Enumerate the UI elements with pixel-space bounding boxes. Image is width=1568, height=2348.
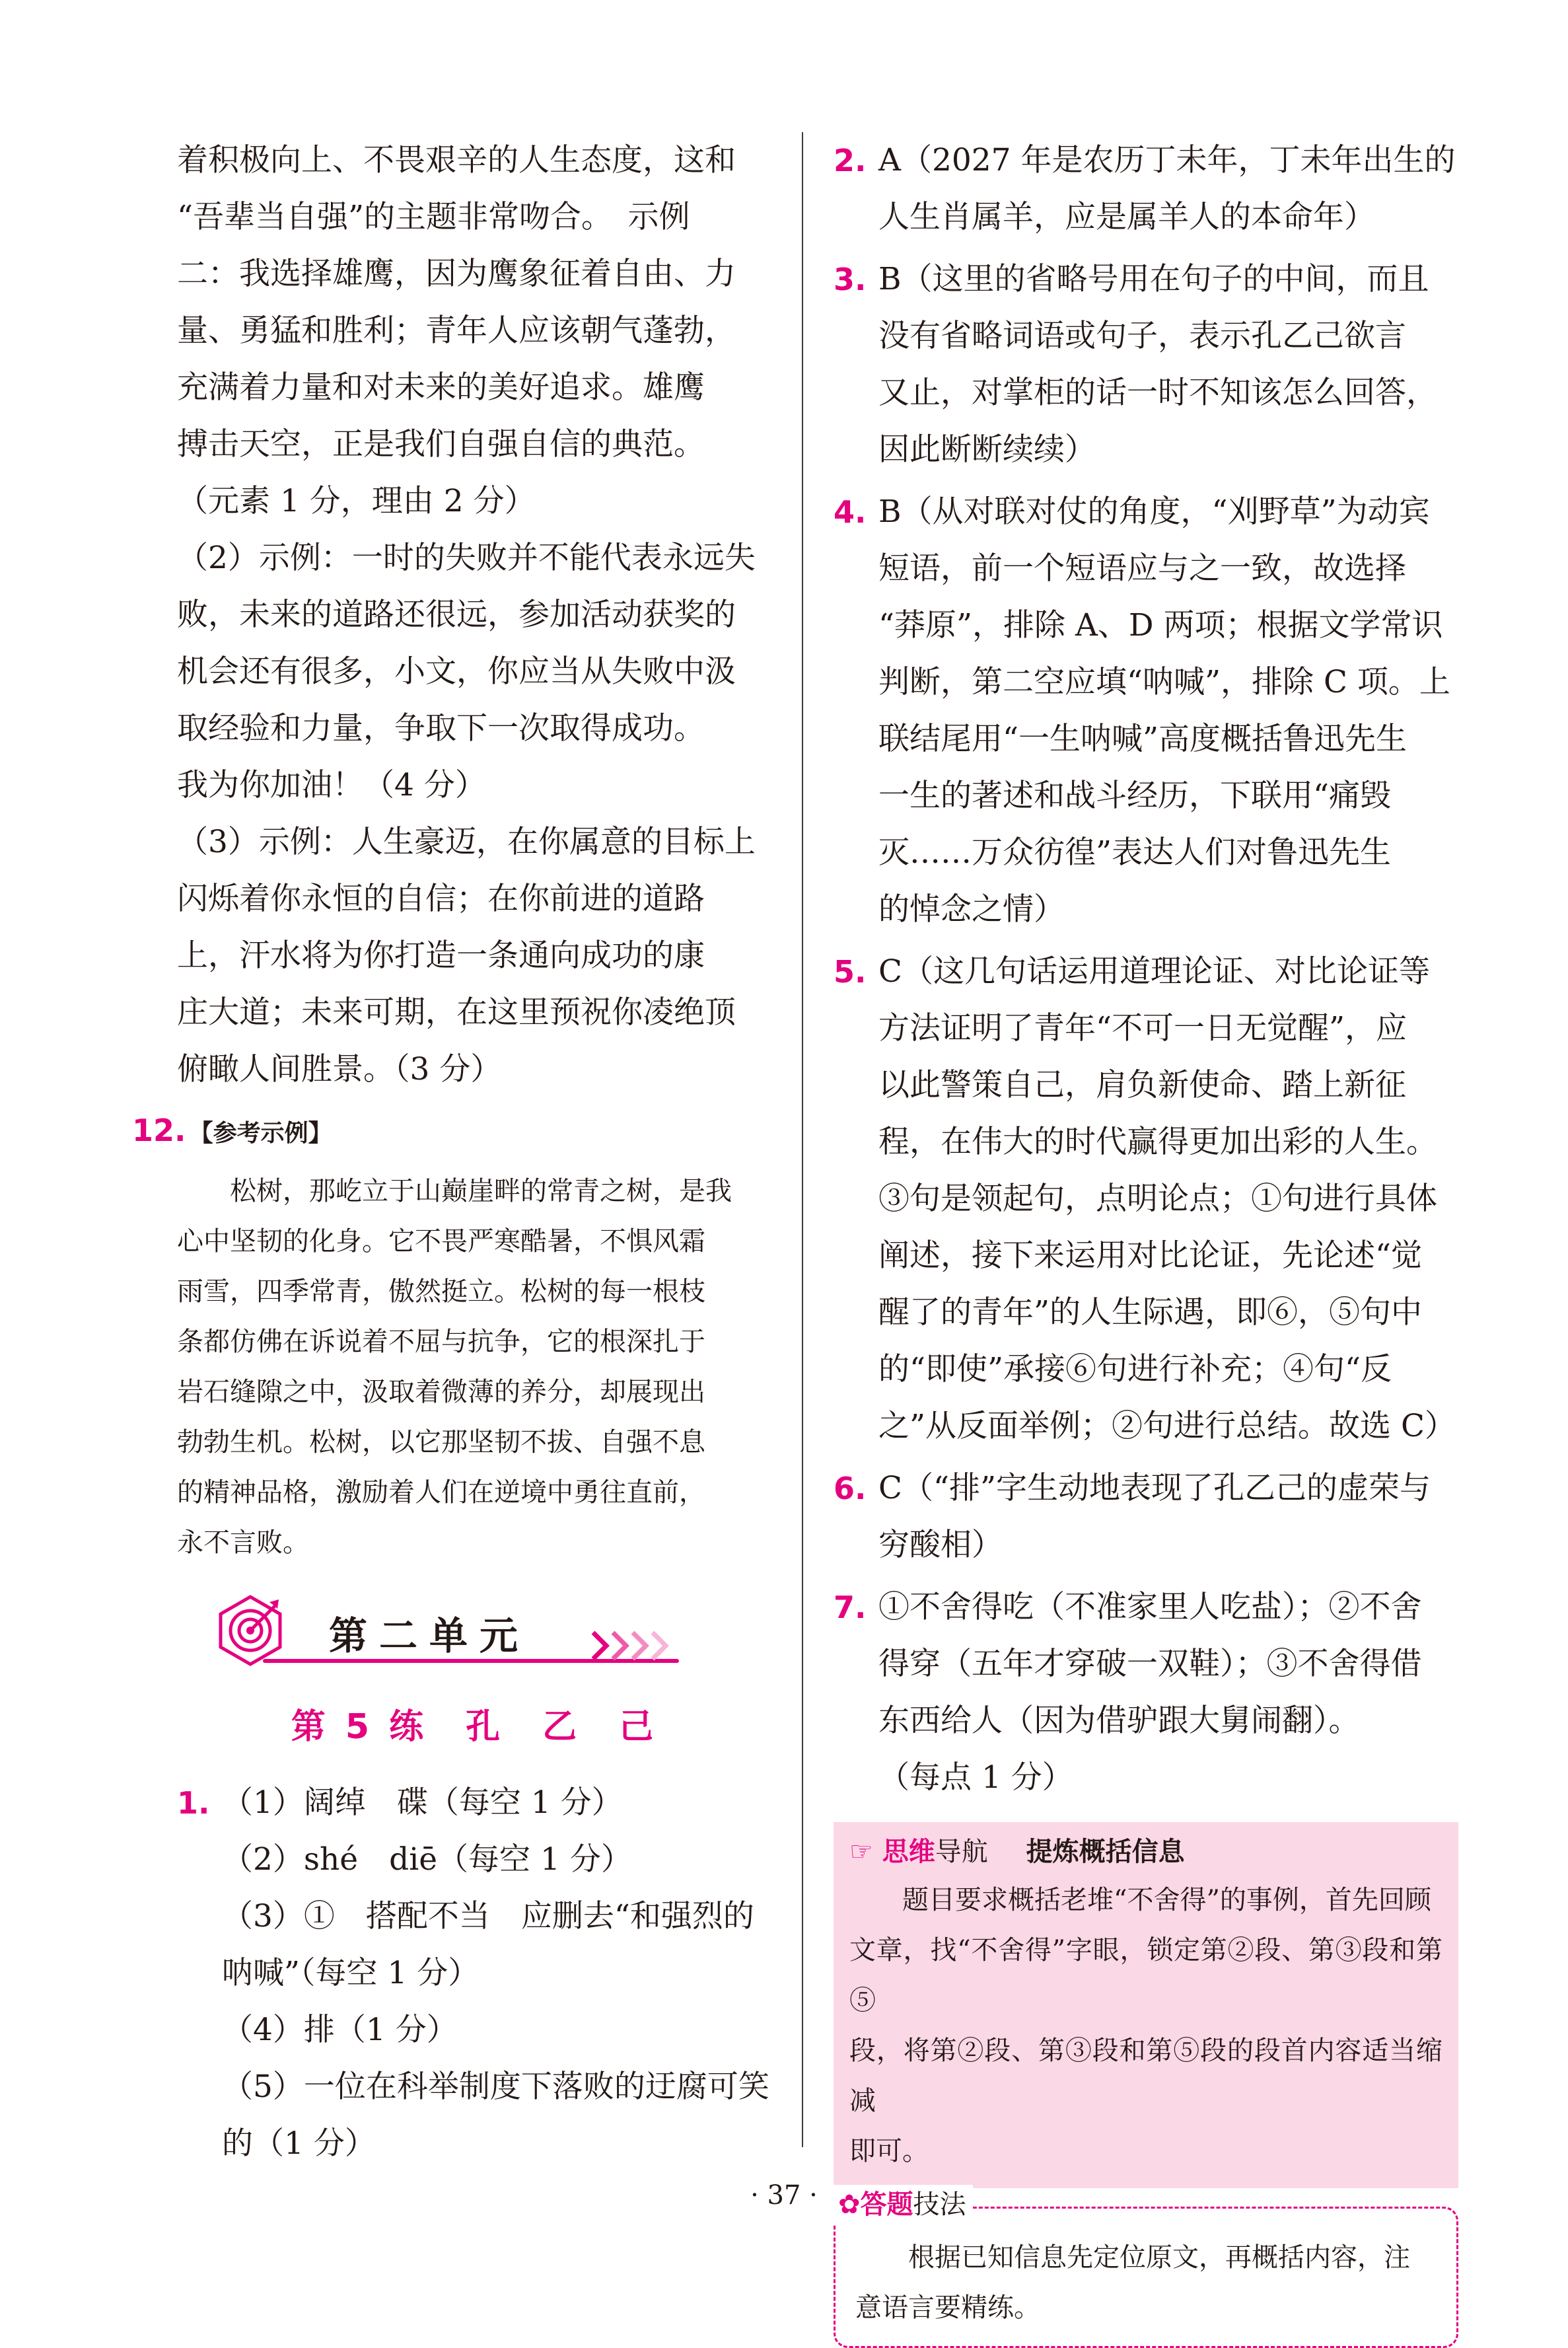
flower-icon: ✿	[838, 2189, 861, 2220]
text-line: 取经验和力量，争取下一次取得成功。	[177, 710, 705, 747]
text-line: 即可。	[849, 2136, 929, 2166]
intro-paragraph	[177, 132, 771, 530]
text-line: 一生的著述和战斗经历，下联用“痛毁	[878, 778, 1392, 814]
question-number: 2.	[834, 143, 867, 178]
text-line: （3）① 搭配不当 应删去“和强烈的	[222, 1898, 754, 1934]
question-5	[834, 943, 1458, 1455]
text-line: 雨雪，四季常青，傲然挺立。松树的每一根枝	[177, 1276, 705, 1307]
text-line: 我为你加油！（4 分）	[177, 767, 486, 803]
answer-item-3	[177, 814, 771, 1098]
text-line: 因此断断续续）	[878, 431, 1096, 468]
text-line: （3）示例：人生豪迈，在你属意的目标上	[177, 824, 756, 860]
text-line: 段，将第②段、第③段和第⑤段的段首内容适当缩减	[849, 2036, 1443, 2116]
text-line: C（这几句话运用道理论证、对比论证等	[878, 953, 1430, 990]
tip-title: 提炼概括信息	[1026, 1837, 1185, 1867]
text-line: 得穿（五年才穿破一双鞋）；③不舍得借	[878, 1646, 1422, 1682]
question-number: 4.	[834, 494, 867, 530]
lesson-title: 第 5 练 孔 乙 己	[291, 1707, 658, 1747]
text-line: 灭……万众彷徨”表达人们对鲁迅先生	[878, 834, 1392, 871]
tip-label-b: 导航	[935, 1837, 988, 1867]
reference-essay	[132, 1166, 771, 1568]
text-line: 醒了的青年”的人生际遇，即⑥，⑤句中	[878, 1294, 1423, 1331]
question-3	[834, 251, 1458, 478]
text-line: 又止，对掌柜的话一时不知该怎么回答，	[878, 375, 1437, 411]
text-line: 阐述，接下来运用对比论证，先论述“觉	[878, 1237, 1423, 1274]
question-number: 6.	[834, 1471, 867, 1506]
text-line: 联结尾用“一生呐喊”高度概括鲁迅先生	[878, 721, 1408, 757]
text-line: （2）示例：一时的失败并不能代表永远失	[177, 540, 756, 576]
text-line: 闪烁着你永恒的自信；在你前进的道路	[177, 881, 705, 917]
page-number: · 37 ·	[750, 2180, 818, 2211]
text-line: 没有省略词语或句子，表示孔乙己欲言	[878, 318, 1406, 354]
question-number: 12.	[132, 1113, 186, 1148]
question-number: 3.	[834, 262, 867, 297]
question-2	[834, 132, 1458, 246]
text-line: 上，汗水将为你打造一条通向成功的康	[177, 937, 705, 974]
text-line: B（这里的省略号用在句子的中间，而且	[878, 261, 1429, 297]
text-line: （1）阔绰 碟（每空 1 分）	[222, 1784, 623, 1821]
question-7	[834, 1579, 1458, 1806]
text-line: （5）一位在科举制度下落败的迂腐可笑	[222, 2069, 769, 2105]
hand-pointer-icon: ☞	[849, 1837, 873, 1867]
text-line: 心中坚韧的化身。它不畏严寒酷暑，不惧风霜	[177, 1226, 705, 1257]
text-line: 以此警策自己，肩负新使命、踏上新征	[878, 1067, 1406, 1103]
text-line: 的“即使”承接⑥句进行补充；④句“反	[878, 1351, 1392, 1387]
text-line: ③句是领起句，点明论点；①句进行具体	[878, 1181, 1437, 1217]
text-line: （每点 1 分）	[878, 1759, 1073, 1796]
text-line: （4）排（1 分）	[222, 2012, 458, 2048]
column-divider	[802, 132, 803, 2147]
text-line: 的精神品格，激励着人们在逆境中勇往直前，	[177, 1477, 705, 1508]
text-line: C（“排”字生动地表现了孔乙己的虚荣与	[878, 1470, 1431, 1506]
right-column	[834, 132, 1458, 2348]
question-number: 7.	[834, 1590, 867, 1625]
text-line: 败，未来的道路还很远，参加活动获奖的	[177, 597, 736, 633]
text-line: 的悼念之情）	[878, 891, 1065, 928]
unit-title: 第二单元	[329, 1613, 530, 1658]
technique-label-a: 答题	[860, 2189, 913, 2220]
chevron-arrows-icon	[587, 1626, 679, 1666]
text-line: B（从对联对仗的角度，“刈野草”为动宾	[878, 494, 1430, 530]
text-line: 方法证明了青年“不可一日无觉醒”，应	[878, 1010, 1408, 1046]
question-1	[177, 1775, 771, 2172]
technique-label-b: 技法	[913, 2189, 966, 2220]
text-line: 量、勇猛和胜利；青年人应该朝气蓬勃，	[177, 312, 736, 349]
text-line: 短语，前一个短语应与之一致，故选择	[878, 550, 1406, 587]
text-line: 松树，那屹立于山巅崖畔的常青之树，是我	[230, 1176, 732, 1206]
text-line: 穷酸相）	[878, 1527, 1003, 1563]
text-line: 条都仿佛在诉说着不屈与抗争，它的根深扎于	[177, 1327, 705, 1357]
question-6	[834, 1460, 1458, 1574]
text-line: A（2027 年是农历丁未年，丁未年出生的	[878, 142, 1456, 178]
tip-heading	[849, 1829, 1443, 1875]
answer-item-2	[177, 530, 771, 814]
question-number: 5.	[834, 954, 867, 990]
text-line: 意语言要精练。	[855, 2293, 1040, 2323]
text-line: 着积极向上、不畏艰辛的人生态度，这和	[177, 142, 736, 178]
text-line: 二：我选择雄鹰，因为鹰象征着自由、力	[177, 256, 736, 292]
reference-label: 【参考示例】	[189, 1120, 332, 1147]
text-line: 根据已知信息先定位原文，再概括内容，注	[908, 2242, 1410, 2273]
text-line: “莽原”，排除 A、D 两项；根据文学常识	[878, 607, 1443, 643]
text-line: 的（1 分）	[222, 2125, 376, 2162]
text-line: ①不舍得吃（不准家里人吃盐）；②不舍	[878, 1589, 1422, 1625]
text-line: 东西给人（因为借驴跟大舅闹翻）。	[878, 1703, 1360, 1739]
technique-body	[855, 2232, 1437, 2333]
question-number: 1.	[177, 1785, 210, 1821]
text-line: 搏击天空，正是我们自强自信的典范。	[177, 426, 705, 462]
question-12	[132, 1102, 771, 1568]
technique-box	[834, 2189, 1458, 2348]
text-line: 之”从反面举例；②句进行总结。故选 C）	[878, 1408, 1456, 1444]
question-4	[834, 484, 1458, 938]
left-column	[132, 132, 771, 2178]
text-line: 机会还有很多，小文，你应当从失败中汲	[177, 653, 736, 690]
text-line: 勃勃生机。松树，以它那坚韧不拔、自强不息	[177, 1427, 705, 1457]
target-icon	[214, 1594, 287, 1667]
tip-label-a: 思维	[882, 1837, 935, 1867]
text-line: 判断，第二空应填“呐喊”，排除 C 项。上	[878, 664, 1450, 700]
text-line: （2）shé diē（每空 1 分）	[222, 1841, 632, 1878]
text-line: 人生肖属羊，应是属羊人的本命年）	[878, 199, 1375, 235]
text-line: 程，在伟大的时代赢得更加出彩的人生。	[878, 1124, 1437, 1160]
text-line: 永不言败。	[177, 1527, 309, 1558]
text-line: 俯瞰人间胜景。（3 分）	[177, 1051, 502, 1087]
text-line: （元素 1 分，理由 2 分）	[177, 483, 536, 519]
text-line: 题目要求概括老堆“不舍得”的事例，首先回顾	[902, 1885, 1431, 1915]
text-line: 岩石缝隙之中，汲取着微薄的养分，却展现出	[177, 1377, 705, 1407]
text-line: 庄大道；未来可期，在这里预祝你凌绝顶	[177, 994, 736, 1031]
unit-banner	[177, 1588, 771, 1673]
text-line: 文章，找“不舍得”字眼，锁定第②段、第③段和第⑤	[849, 1935, 1443, 2016]
tip-body	[849, 1875, 1443, 2176]
text-line: “吾辈当自强”的主题非常吻合。 示例	[177, 199, 690, 235]
text-line: 呐喊”（每空 1 分）	[222, 1955, 480, 1991]
thinking-tip-box	[834, 1822, 1458, 2188]
text-line: 充满着力量和对未来的美好追求。雄鹰	[177, 369, 705, 406]
